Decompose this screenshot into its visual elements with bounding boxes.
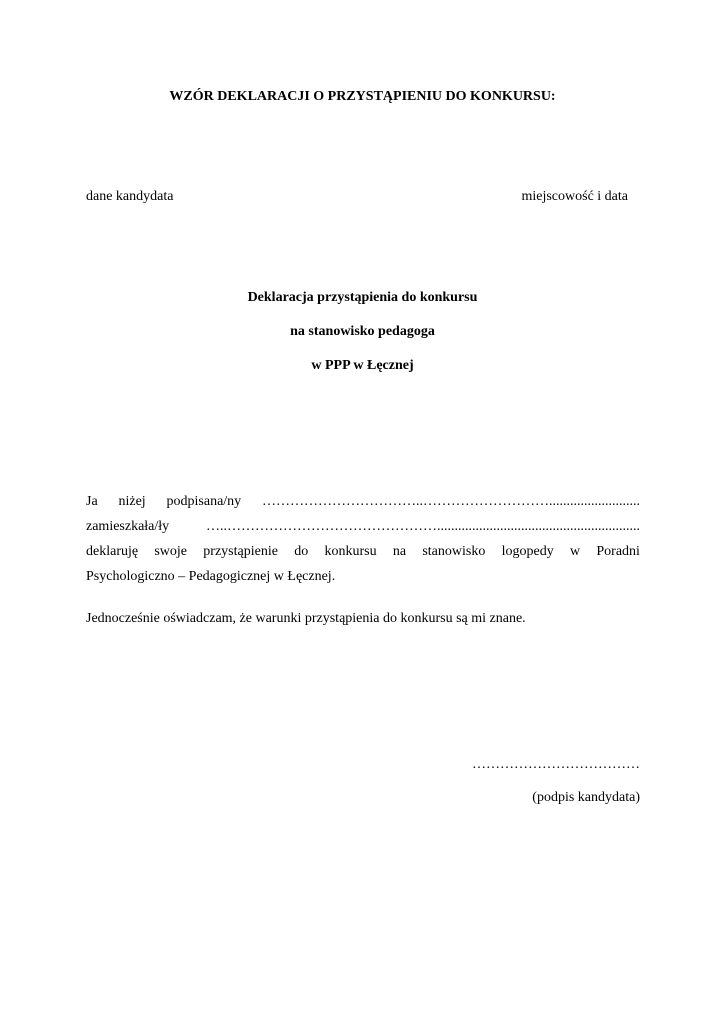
declaration-title-line1: Deklaracja przystąpienia do konkursu: [247, 290, 478, 305]
body-word: konkursu: [324, 544, 377, 559]
body-word: przystąpienie: [203, 544, 278, 559]
body-line-2: [86, 518, 640, 536]
body-word: na: [392, 544, 407, 559]
body-word: logopedy: [501, 544, 554, 559]
body-word: Poradni: [596, 544, 640, 559]
place-date-label: miejscowość i data: [521, 189, 628, 204]
body-word: deklaruję: [86, 544, 139, 559]
body-word: stanowisko: [422, 544, 486, 559]
body-line-3: [86, 543, 640, 561]
declaration-title-line3: w PPP w Łęcznej: [311, 358, 414, 373]
residence-label: zamieszkała/ły: [86, 519, 170, 534]
signature-dots: ………………………………: [472, 757, 640, 772]
declaration-title-line2: na stanowisko pedagoga: [290, 324, 435, 339]
body-word: podpisana/ny: [166, 494, 242, 509]
name-fill-dots: ……………………………..………………………..........................: [261, 494, 640, 509]
body-line-1: [86, 493, 640, 511]
statement-text: Jednocześnie oświadczam, że warunki przystąpienia do konkursu są mi znane.: [86, 611, 526, 626]
body-word: Ja: [86, 494, 98, 509]
body-line-4: Psychologiczno – Pedagogicznej w Łęcznej.: [86, 569, 336, 584]
residence-fill-dots: …..………………………………………..........................................................: [206, 519, 640, 534]
document-heading: WZÓR DEKLARACJI O PRZYSTĄPIENIU DO KONKURSU:: [169, 89, 556, 104]
body-word: do: [294, 544, 309, 559]
candidate-data-label: dane kandydata: [86, 189, 174, 204]
body-word: swoje: [154, 544, 188, 559]
signature-label: (podpis kandydata): [532, 790, 640, 805]
body-word: w: [569, 544, 581, 559]
body-word: niżej: [118, 494, 146, 509]
